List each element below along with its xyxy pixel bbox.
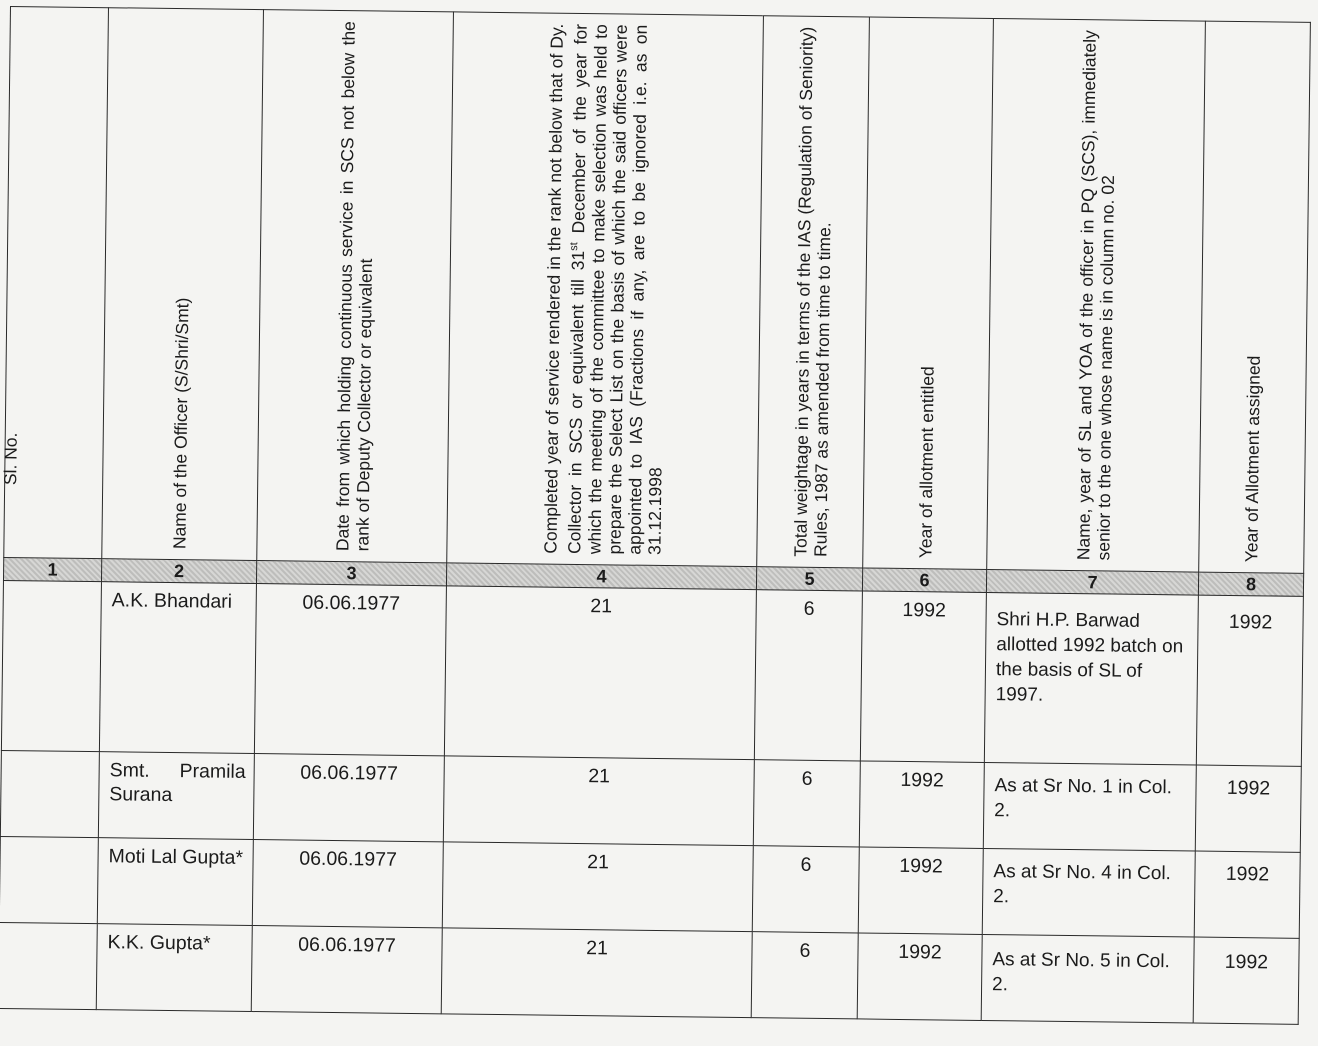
column-number: 2 — [101, 559, 256, 584]
senior-officer-cell: As at Sr No. 1 in Col. 2. — [983, 762, 1196, 851]
sl-cell — [1, 580, 101, 751]
senior-officer-cell: As at Sr No. 4 in Col. 2. — [982, 848, 1195, 937]
year-entitled-cell: 1992 — [860, 591, 986, 763]
completed-years-cell: 21 — [442, 842, 753, 932]
header-row — [4, 7, 1311, 574]
completed-years-cell: 21 — [441, 928, 752, 1018]
service-date-cell: 06.06.1977 — [251, 926, 442, 1014]
officer-name-cell: A.K. Bhandari — [99, 582, 256, 754]
weightage-cell: 6 — [752, 846, 859, 933]
table-row — [1, 580, 1303, 766]
header-officer-name: Name of the Officer (S/Shri/Smt) — [102, 8, 264, 561]
table-row — [0, 836, 1300, 938]
column-number: 6 — [862, 568, 986, 593]
header-sl-no: Sl. No. — [4, 7, 109, 559]
table-row — [0, 750, 1301, 852]
service-date-cell: 06.06.1977 — [254, 584, 446, 756]
weightage-cell: 6 — [751, 932, 858, 1019]
header-year-assigned: Year of Allotment assigned — [1199, 21, 1311, 573]
document-page — [0, 6, 1318, 1046]
senior-officer-cell: As at Sr No. 5 in Col. 2. — [981, 934, 1194, 1023]
header-year-entitled: Year of allotment entitled — [863, 17, 994, 569]
sl-cell — [0, 922, 97, 1009]
officer-name-cell: Moti Lal Gupta* — [97, 838, 253, 926]
year-entitled-cell: 1992 — [857, 933, 982, 1021]
header-service-date: Date from which holding continuous service in SCS not below the rank of Deputy Collector or equivalent — [257, 10, 454, 563]
column-number: 1 — [3, 557, 101, 581]
year-entitled-cell: 1992 — [858, 847, 983, 935]
year-entitled-cell: 1992 — [859, 761, 984, 849]
column-number: 8 — [1198, 572, 1303, 596]
completed-years-cell: 21 — [443, 756, 754, 846]
officer-name-cell: K.K. Gupta* — [96, 924, 252, 1012]
service-date-cell: 06.06.1977 — [252, 840, 443, 928]
header-completed-years: Completed year of service rendered in the rank not below that of Dy. Collector in SCS or equivalent till 31st December of the year for which the meeting of the committee to make selection was held to prepare the Select List on the basis of which the said officers were appointed to IAS (Fractions if any, are to be ignored i.e. as on 31.12.1998 — [447, 12, 764, 567]
sl-cell — [0, 750, 99, 837]
year-assigned-cell: 1992 — [1196, 595, 1303, 766]
header-senior-officer: Name, year of SL and YOA of the officer in PQ (SCS), immediately senior to the one whose name is in column no. 02 — [987, 19, 1206, 573]
column-number: 4 — [446, 563, 756, 590]
column-number: 3 — [256, 561, 446, 586]
year-assigned-cell: 1992 — [1195, 765, 1301, 852]
column-number: 7 — [986, 569, 1198, 595]
completed-years-cell: 21 — [444, 586, 756, 760]
seniority-table — [0, 6, 1311, 1025]
column-number: 5 — [756, 567, 862, 591]
table-row — [0, 922, 1299, 1024]
senior-officer-cell: Shri H.P. Barwad allotted 1992 batch on the basis of SL of 1997. — [984, 592, 1198, 765]
weightage-cell: 6 — [753, 760, 860, 847]
weightage-cell: 6 — [754, 590, 862, 761]
sl-cell — [0, 836, 98, 923]
service-date-cell: 06.06.1977 — [253, 754, 444, 842]
year-assigned-cell: 1992 — [1193, 937, 1299, 1024]
officer-name-cell: Smt. Pramila Surana — [98, 752, 254, 840]
year-assigned-cell: 1992 — [1194, 851, 1300, 938]
header-weightage: Total weightage in years in terms of the IAS (Regulation of Seniority) Rules, 1987 as amended from time to time. — [757, 16, 870, 568]
